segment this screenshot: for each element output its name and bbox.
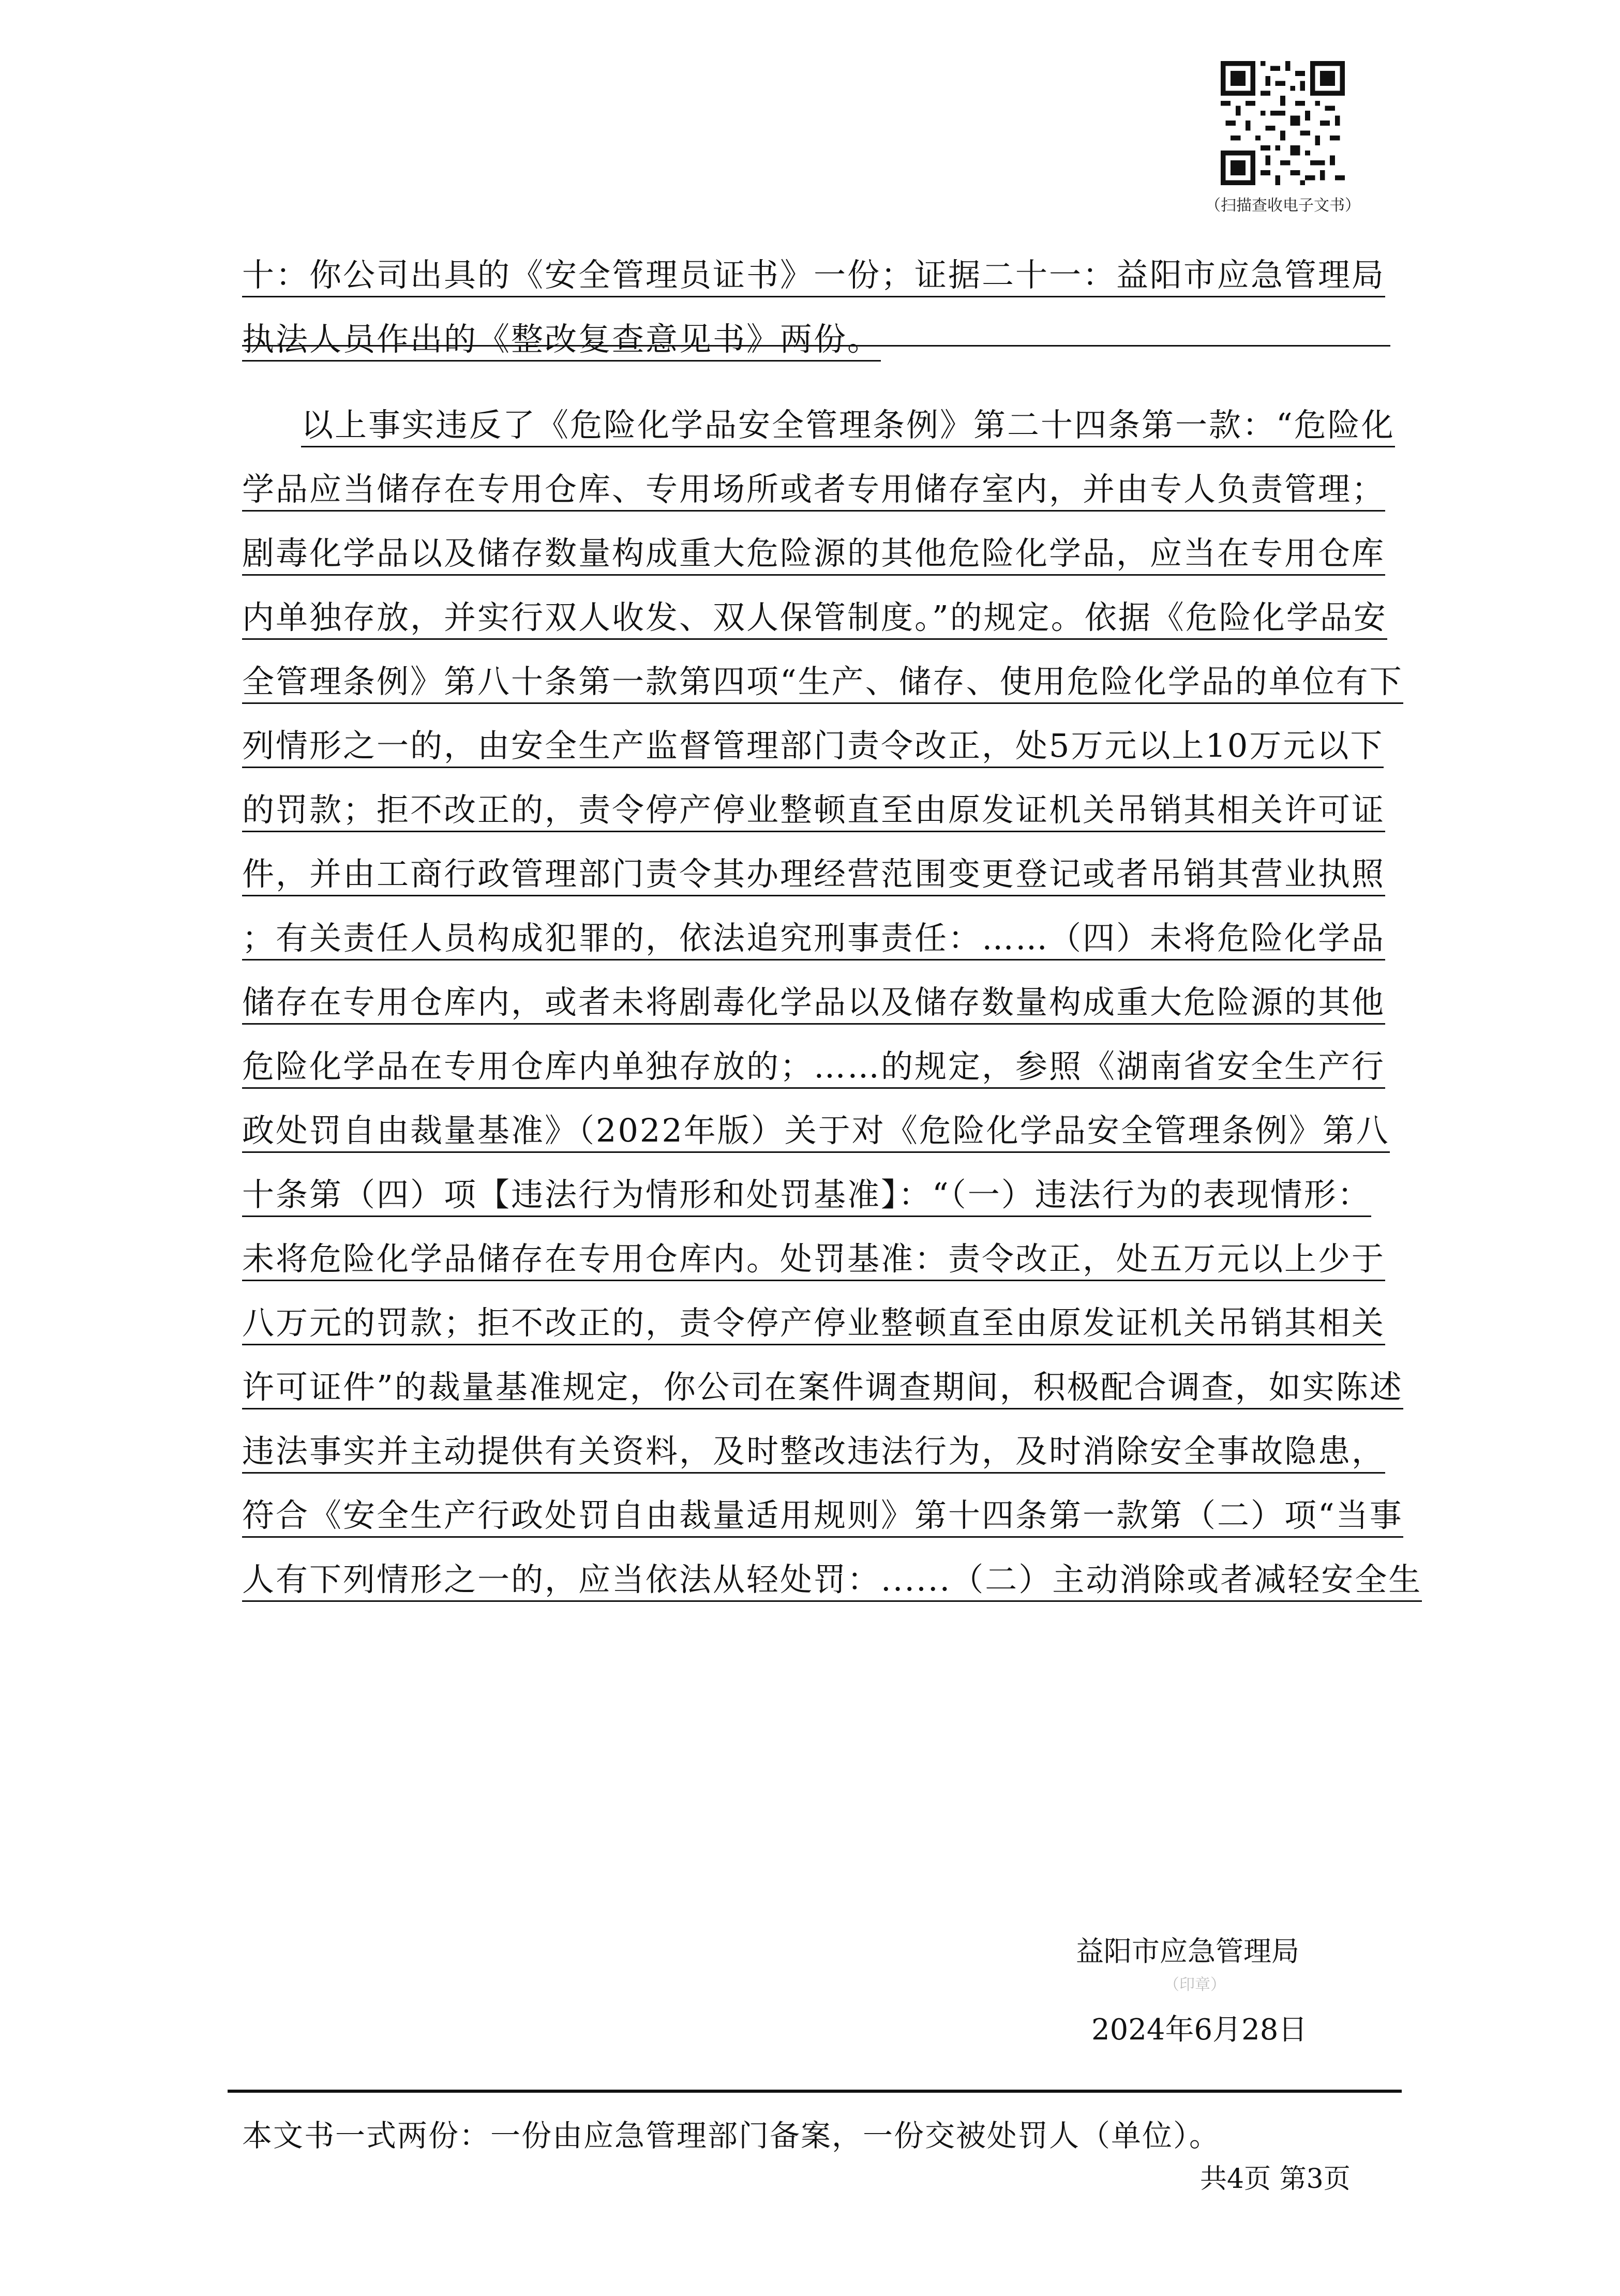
page-number: 共4页 第3页 — [1200, 2164, 1351, 2195]
issuing-authority: 益阳市应急管理局 — [1076, 1935, 1299, 1968]
body-line: 储存在专用仓库内，或者未将剧毒化学品以及储存数量构成重大危险源的其他 — [242, 982, 1385, 1025]
body-line: 全管理条例》第八十条第一款第四项“生产、储存、使用危险化学品的单位有下 — [242, 661, 1403, 704]
body-line: 执法人员作出的《整改复查意见书》两份。 — [242, 319, 881, 362]
body-line: ；有关责任人员构成犯罪的，依法追究刑事责任：……（四）未将危险化学品 — [242, 918, 1385, 961]
body-line: 符合《安全生产行政处罚自由裁量适用规则》第十四条第一款第（二）项“当事 — [242, 1495, 1403, 1538]
body-line: 的罚款；拒不改正的，责令停产停业整顿直至由原发证机关吊销其相关许可证 — [242, 789, 1385, 832]
body-line: 件，并由工商行政管理部门责令其办理经营范围变更登记或者吊销其营业执照 — [242, 853, 1385, 896]
body-line: 十条第（四）项【违法行为情形和处罚基准】：“（一）违法行为的表现情形： — [242, 1174, 1371, 1217]
body-line: 列情形之一的，由安全生产监督管理部门责令改正，处5万元以上10万元以下 — [242, 725, 1384, 768]
body-line: 政处罚自由裁量基准》（2022年版）关于对《危险化学品安全管理条例》第八 — [242, 1110, 1390, 1153]
seal-mark: （印章） — [1164, 1976, 1226, 1994]
body-line: 人有下列情形之一的，应当依法从轻处罚：......（二）主动消除或者减轻安全生 — [242, 1559, 1422, 1602]
issue-date: 2024年6月28日 — [1091, 2013, 1308, 2047]
underline-rule — [242, 345, 1390, 347]
qr-code-image — [1221, 61, 1345, 185]
body-line: 违法事实并主动提供有关资料，及时整改违法行为，及时消除安全事故隐患， — [242, 1431, 1385, 1474]
body-line: 学品应当储存在专用仓库、专用场所或者专用储存室内，并由专人负责管理； — [242, 469, 1385, 512]
footer-divider — [228, 2090, 1402, 2093]
body-line: 许可证件”的裁量基准规定，你公司在案件调查期间，积极配合调查，如实陈述 — [242, 1367, 1403, 1409]
footer-note: 本文书一式两份：一份由应急管理部门备案，一份交被处罚人（单位）。 — [242, 2118, 1221, 2153]
body-line: 危险化学品在专用仓库内单独存放的；……的规定，参照《湖南省安全生产行 — [242, 1046, 1385, 1089]
qr-caption: （扫描查收电子文书） — [1205, 197, 1360, 215]
body-line: 未将危险化学品储存在专用仓库内。处罚基准：责令改正，处五万元以上少于 — [242, 1238, 1385, 1281]
body-line: 剧毒化学品以及储存数量构成重大危险源的其他危险化学品，应当在专用仓库 — [242, 533, 1385, 576]
body-line: 内单独存放，并实行双人收发、双人保管制度。”的规定。依据《危险化学品安 — [242, 597, 1387, 640]
body-line: 十：你公司出具的《安全管理员证书》一份；证据二十一：益阳市应急管理局 — [242, 254, 1385, 297]
body-line: 以上事实违反了《危险化学品安全管理条例》第二十四条第一款：“危险化 — [301, 404, 1395, 447]
body-line: 八万元的罚款；拒不改正的，责令停产停业整顿直至由原发证机关吊销其相关 — [242, 1302, 1385, 1345]
